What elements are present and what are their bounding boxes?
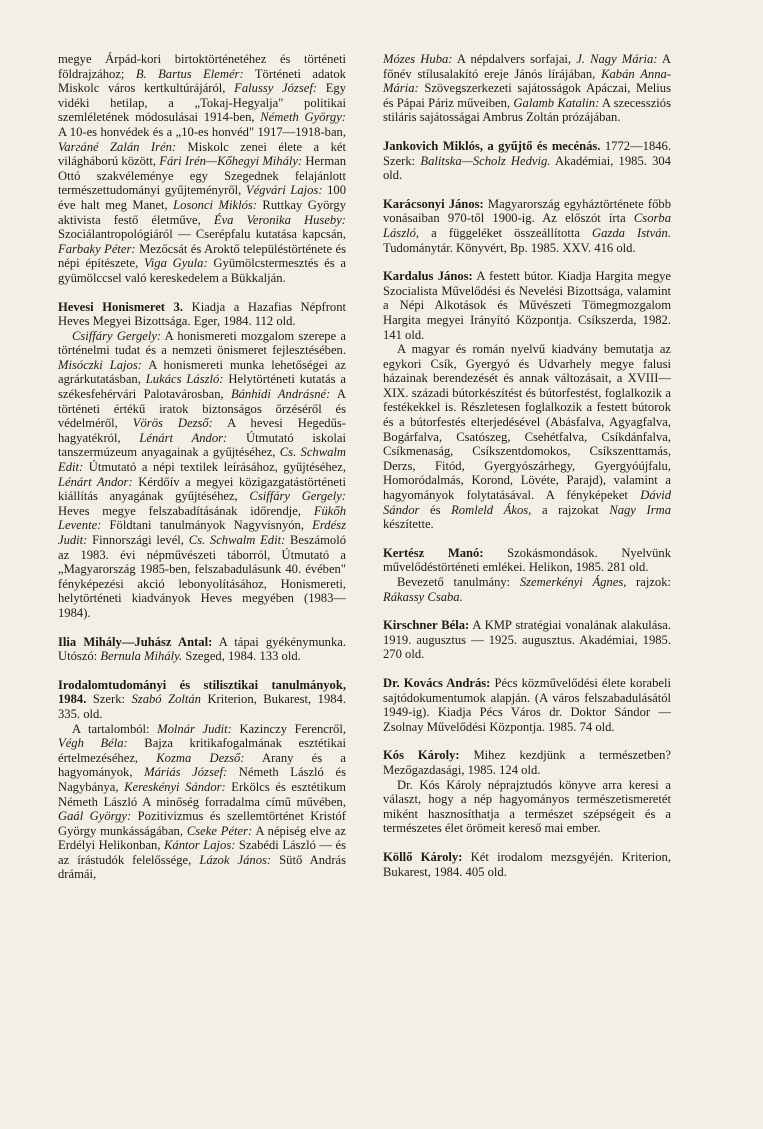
entry-description — [58, 722, 346, 883]
entry-text: Beszámoló az 1983. évi népművészeti táborról, Útmutató a „Magyarország 1985-ben, felszabadulásunk 40. évében" fényképezési akció lebonyolításához, Honismereti, helytörténeti kiadványok Heves megyében (1983—1984). — [58, 533, 346, 620]
author-name: Falussy József: — [234, 81, 318, 96]
entry-text: A honismereti munka lehetőségei az agrárkutatásban, — [58, 357, 346, 387]
author-name: Fári Irén—Kőhegyi Mihály: — [159, 154, 303, 169]
author-name: Éva Veronika Huseby: — [213, 212, 346, 227]
entry-text: megye Árpád-kori birtoktörténetéhez és történeti földrajzához; — [58, 52, 346, 81]
entry-citation — [383, 748, 671, 777]
author-name: Csiffáry Gergely: — [72, 328, 162, 343]
entry-text: Kriterion, Bukarest, 1984. 335. old. — [58, 692, 346, 721]
entry-citation — [383, 618, 671, 662]
author-name: Vörös Dezső: — [132, 416, 213, 431]
bibliography-entry — [383, 139, 671, 183]
author-name: Kabán Anna-Mária: — [383, 66, 671, 96]
author-name: Cs. Schwalm Edit: — [58, 445, 346, 475]
author-name: Romleld Ákos, — [451, 502, 532, 517]
author-name: Bernula Mihály. — [100, 649, 183, 664]
author-name: Kántor Lajos: — [164, 838, 236, 853]
author-name: Molnár Judit: — [157, 721, 232, 736]
entry-citation — [383, 850, 671, 879]
entry-text: Miskolc zenei élete a két világháború között, — [58, 139, 346, 169]
entry-text: Szövegszerkezeti sajátosságok Apáczai, Melius és Pápai Páriz műveiben, — [383, 81, 671, 110]
entry-title: Kirschner Béla: — [383, 618, 470, 633]
entry-text: Történeti adatok Miskolc város kertkultúrájáról, — [58, 66, 346, 96]
bibliography-entry — [58, 300, 346, 621]
entry-title: Karácsonyi János: — [383, 196, 484, 211]
entry-text: Szabédi László — és az írástudók felelőssége, — [58, 838, 346, 867]
author-name: Végh Béla: — [58, 736, 128, 751]
author-name: Szabó Zoltán — [131, 692, 201, 707]
entry-citation — [58, 635, 346, 664]
entry-text: Mihez kezdjünk a természetben? Mezőgazdasági, 1985. 124 old. — [383, 748, 671, 777]
entry-title: Köllő Károly: — [383, 849, 463, 864]
author-name: Lázok János: — [199, 852, 272, 867]
entry-text: 1772—1846. Szerk: — [383, 138, 671, 168]
author-name: Lénárt Andor: — [139, 430, 228, 445]
entry-citation — [383, 546, 671, 575]
entry-text: Pozitivizmus és szellemtörténet Kristóf György munkásságában, — [58, 809, 346, 838]
bibliography-entry — [383, 850, 671, 879]
entry-text: A magyar és román nyelvű kiadvány bemutatja az egykori Csík, Gyergyó és Udvarhely megye falusi házainak berendezését és annak változásait, a XVIII—XIX. századi bútorkészítést és bútorfestést, foglalkozik a festékekkel is. Részletesen foglalkozik a festett bútorok és a bútorfestés elterjedésével (Abásfalva, Agyagfalva, Bogárfalva, Csatószeg, Csehétfalva, Csíkdánfalva, Csíkmenaság, Csíkszentdomokos, Csíkszenttamás, Derzs, Fitód, Gyergyószárhegy, Gyergyóújfalu, Homoródalmás, Korond, Lövéte, Parajd), valamint a hagyományok folytatásával. A fényképeket — [383, 342, 671, 503]
author-name: Csorba László, — [383, 211, 671, 240]
author-name: Galamb Katalin: — [513, 95, 600, 110]
entry-text: A 10-es honvédek és a „10-es honvéd" 1917—1918-ban, — [58, 124, 346, 139]
entry-text: Heves megye felszabadításának időrendje, — [58, 503, 314, 518]
entry-text: Mezőcsát és Aroktő településtörténete és népi építészete, — [58, 241, 346, 271]
author-name: Losonci Miklós: — [173, 197, 257, 212]
bibliography-entry — [383, 546, 671, 604]
entry-text: Tudománytár. Könyvért, Bp. 1985. XXV. 416 old. — [383, 240, 636, 255]
entry-text: Kérdőív a megyei közigazgatástörténeti kiállítás anyagának gyűjtéséhez, — [58, 474, 346, 504]
entry-text: Pécs közművelődési élete korabeli sajtódokumentumok alapján. (A város felszabadulásától 1949-ig). Kiadja Pécs Város dr. Doktor Sándor — Zsolnay Művelődési Központja. 1985. 74 old. — [383, 675, 671, 734]
entry-text: Dr. Kós Károly néprajztudós könyve arra keresi a választ, hogy a nép hagyományos természetismeretét miként hasznosíthatja a természet szépségeit és a természetes élet örömeit kereső mai ember. — [383, 777, 671, 836]
entry-citation — [58, 52, 346, 286]
entry-text: Sütő András drámái, — [58, 852, 347, 882]
entry-text: Németh László és Nagybánya, — [58, 765, 346, 794]
author-name: B. Bartus Elemér: — [135, 66, 244, 81]
entry-title: Irodalomtudományi és stilisztikai tanulmányok, 1984. — [58, 677, 346, 707]
entry-citation — [383, 52, 671, 125]
entry-text: A tápai gyékénymunka. Utószó: — [58, 634, 346, 664]
bibliography-entry — [383, 197, 671, 255]
bibliography-entry — [383, 52, 671, 125]
bibliography-entry — [383, 748, 671, 836]
entry-citation — [383, 197, 671, 255]
entry-text: Kazinczy Ferencről, — [231, 721, 346, 736]
entry-text: A szecessziós stiláris sajátosságai Ambrus Zoltán prózájában. — [383, 95, 671, 125]
bibliography-entry — [383, 676, 671, 734]
bibliography-entry — [58, 678, 346, 882]
entry-title: Dr. Kovács András: — [383, 675, 491, 690]
entry-text: Erkölcs és esztétikum Németh László A minőség forradalma című művében, — [58, 779, 346, 809]
entry-citation — [383, 676, 671, 734]
entry-text: 100 éve halt meg Manet, — [58, 183, 346, 212]
author-name: Rákassy Csaba. — [383, 589, 463, 604]
bibliography-entry — [383, 269, 671, 532]
entry-citation — [58, 678, 346, 722]
entry-citation — [383, 139, 671, 183]
entry-text: A népdalvers sorfajai, — [452, 52, 577, 66]
entry-text: Szeged, 1984. 133 old. — [182, 649, 301, 664]
entry-text: A főnév stílusalakító ereje Jánós lírájában, — [383, 52, 671, 81]
author-name: Varгáné Zalán Irén: — [58, 139, 177, 154]
author-name: Kozma Dezső: — [156, 750, 245, 765]
entry-text: Szerk: — [86, 692, 132, 707]
entry-text: A KMP stratégiai vonalának alakulása. 1919. augusztus — 1925. augusztus. Akadémiai, 1985. 270 old. — [383, 618, 671, 662]
entry-title: Jankovich Miklós, a gyűjtő és mecénás. — [383, 138, 601, 153]
entry-text: a rajzokat — [531, 502, 610, 517]
author-name: Nagy Irma — [609, 502, 671, 517]
right-column — [383, 52, 671, 893]
entry-text: Finnországi levél, — [87, 533, 189, 547]
author-name: Erdész Judit: — [58, 518, 346, 547]
author-name: Mózes Huba: — [383, 52, 453, 66]
entry-text: rajzok: — [626, 575, 672, 589]
author-name: Lukács László: — [145, 372, 224, 387]
entry-text: Útmutató iskolai tanszermúzeum anyagainak a gyűjtéséhez, — [58, 430, 347, 460]
bibliography-entry — [58, 52, 346, 286]
entry-text: Bajza kritikafogalmának esztétikai értelmezéséhez, — [58, 736, 346, 765]
bibliography-entry — [383, 618, 671, 662]
entry-text: A népiség elve az Erdélyi Helikonban, — [58, 823, 346, 853]
entry-title: Kós Károly: — [383, 748, 460, 763]
entry-text: A hevesi Hegedűs-hagyatékról, — [58, 416, 346, 445]
entry-text: és — [419, 502, 452, 517]
author-name: Szemerkényi Ágnes, — [519, 575, 627, 589]
entry-text: Útmutató a népi textilek leírásához, gyűjtéséhez, — [83, 460, 346, 475]
author-name: Gaál György: — [58, 809, 132, 824]
author-name: Végvári Lajos: — [245, 183, 323, 198]
entry-text: Helytörténeti kutatás a székesfehérvári Palotavárosban, — [58, 372, 346, 402]
entry-text: Arany és a hagyományok, — [58, 750, 346, 780]
entry-text: Bevezető tanulmány: — [397, 575, 520, 589]
author-name: Csiffáry Gergely: — [249, 489, 346, 504]
entry-text: Két irodalom mezsgyéjén. Kriterion, Bukarest, 1984. 405 old. — [383, 849, 671, 879]
author-name: Cseke Péter: — [186, 823, 253, 838]
author-name: Lénárt Andor: — [58, 474, 133, 489]
entry-description — [58, 329, 346, 621]
author-name: Bánhidi Andrásné: — [230, 387, 331, 402]
author-name: Németh György: — [260, 110, 346, 125]
author-name: Viga Gyula: — [144, 256, 208, 271]
author-name: Misóczki Lajos: — [58, 357, 142, 372]
entry-text: Ruttkay György aktivista festő életműve, — [58, 197, 346, 227]
entry-text: Herman Ottó szakvéleménye egy Szegednek felajánlott természettudományi gyűjteményről, — [58, 154, 346, 198]
entry-description — [383, 342, 671, 532]
author-name: Fükőh Levente: — [58, 503, 346, 533]
entry-text: A történeti értékű iratok biztonságos őrzéséről és védelméről, — [58, 387, 346, 431]
entry-description — [383, 575, 671, 604]
entry-title: Kardalus János: — [383, 269, 473, 284]
bibliography-entry — [58, 635, 346, 664]
author-name: Gazda István. — [592, 225, 671, 240]
author-name: Kereskényi Sándor: — [124, 779, 226, 794]
author-name: J. Nagy Mária: — [576, 52, 658, 66]
author-name: Dávid Sándor — [383, 488, 671, 517]
entry-text: Egy vidéki hetilap, a „Tokaj-Hegyalja" politikai szemléletének módosulásai 1914-ben, — [58, 81, 347, 125]
entry-text: A festett bútor. Kiadja Hargita megye Szocialista Művelődési és Nevelési Bizottsága, valamint a Népi Alkotások és Művészeti Tömegmozgalom Hargita megyei Irányító Központja. Csíkszerda, 1982. 141 old. — [383, 269, 672, 342]
author-name: Máriás József: — [144, 765, 228, 780]
entry-text: A tartalomból: — [72, 721, 158, 736]
entry-citation — [58, 300, 346, 329]
left-column — [58, 52, 346, 896]
entry-text: Akadémiai, 1985. 304 old. — [383, 153, 671, 183]
entry-text: a függeléket összeállította — [419, 225, 593, 240]
entry-text: Szociálantropológiáról — Cserépfalu kutatása kapcsán, — [58, 227, 346, 242]
author-name: Farbaky Péter: — [58, 241, 136, 256]
entry-title: Hevesi Honismeret 3. — [58, 299, 184, 314]
entry-text: Gyümölcstermesztés és a gyümölccsel való kereskedelem a Bükkalján. — [58, 256, 346, 285]
entry-text: Kiadja a Hazafias Népfront Heves Megyei Bizottsága. Eger, 1984. 112 old. — [58, 299, 347, 329]
entry-text: Szokásmondások. Nyelvünk művelődéstörténeti emlékei. Helikon, 1985. 281 old. — [383, 545, 671, 575]
entry-text: készítette. — [383, 517, 434, 532]
entry-title: Kertész Manó: — [383, 545, 484, 560]
entry-citation — [383, 269, 671, 342]
entry-text: Földtani tanulmányok Nagyvisnyón, — [101, 518, 313, 533]
entry-text: A honismereti mozgalom szerepe a történelmi tudat és a nemzeti önismeret fejlesztésében. — [58, 328, 346, 358]
entry-description — [383, 778, 671, 836]
author-name: Balitska—Scholz Hedvig. — [420, 153, 551, 168]
entry-title: Ilia Mihály—Juhász Antal: — [58, 634, 213, 649]
entry-text: Magyarország egyháztörténete főbb vonásaiban 970-től 1900-ig. Az előszót írta — [383, 196, 671, 226]
author-name: Cs. Schwalm Edit: — [188, 533, 286, 547]
